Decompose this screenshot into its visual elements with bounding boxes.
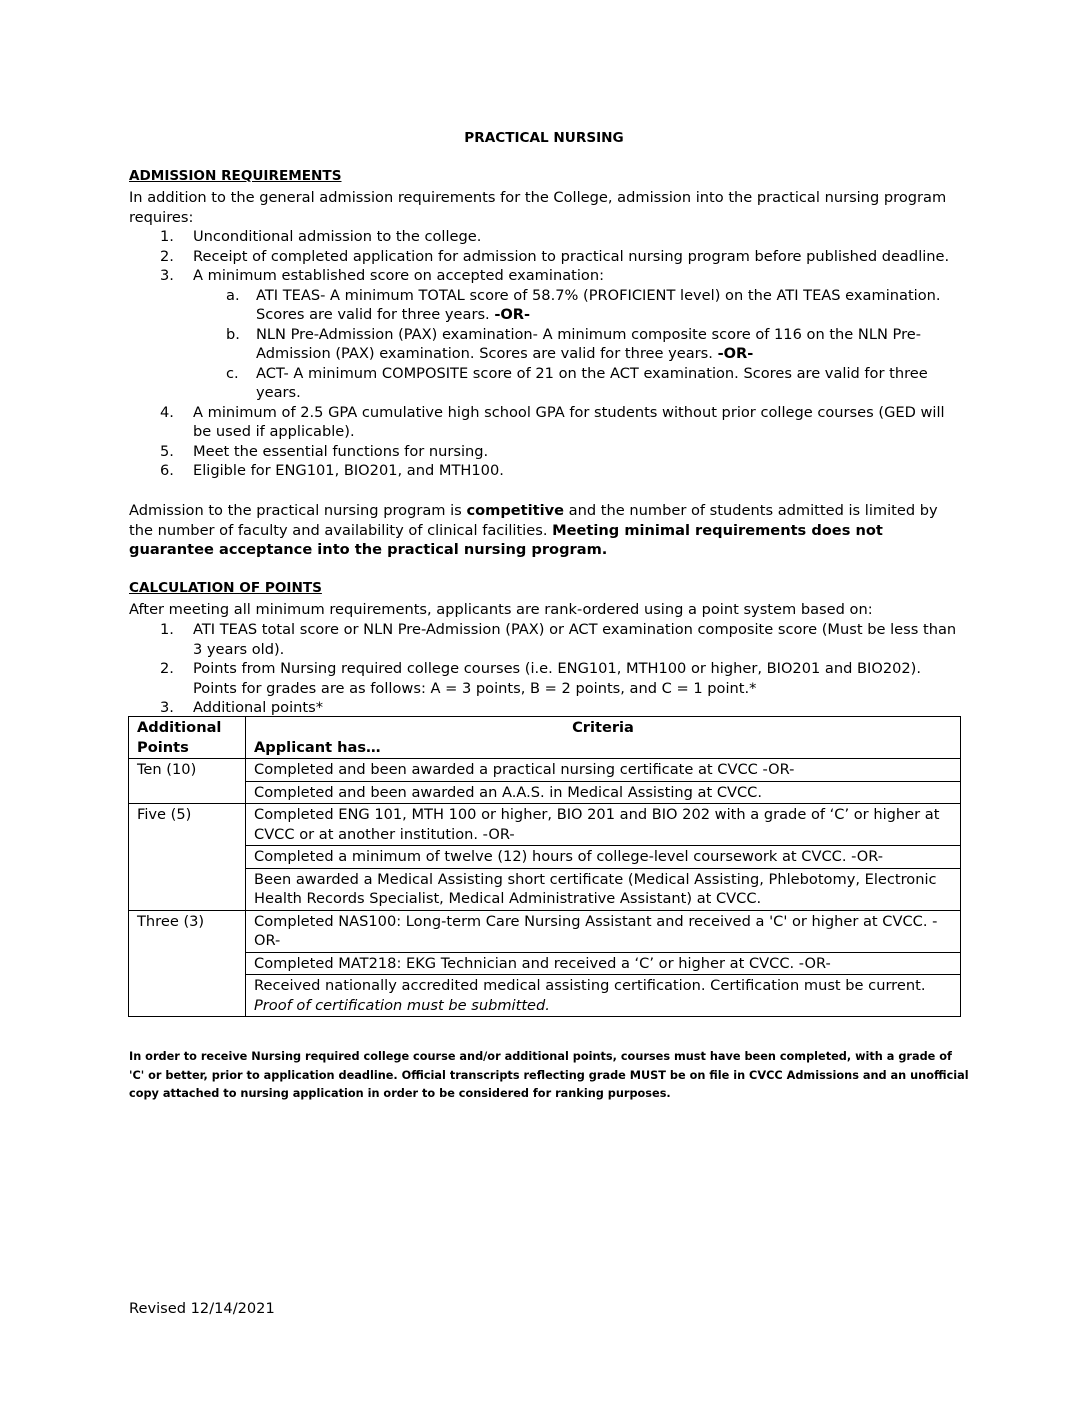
exam-text: ATI TEAS- A minimum TOTAL score of 58.7% (PROFICIENT level) on the ATI TEAS examination. Scores are valid for three years. <box>256 286 941 323</box>
table-header-row <box>129 717 961 759</box>
item-text: Meet the essential functions for nursing. <box>193 442 489 460</box>
header-additional-points: Additional Points <box>129 717 246 759</box>
criteria-cell: Completed and been awarded a practical nursing certificate at CVCC -OR- <box>246 759 961 782</box>
exam-text: NLN Pre-Admission (PAX) examination- A minimum composite score of 116 on the NLN Pre-Admission (PAX) examination. Scores are valid for three years. <box>256 325 921 362</box>
item-letter: c. <box>226 364 239 382</box>
criteria-cell: Completed MAT218: EKG Technician and received a ‘C’ or higher at CVCC. -OR- <box>246 952 961 975</box>
exam-item <box>0 325 960 364</box>
item-number: 3. <box>160 267 174 284</box>
admission-heading: ADMISSION REQUIREMENTS <box>129 168 342 184</box>
item-number: 1. <box>160 621 174 638</box>
item-text: ATI TEAS total score or NLN Pre-Admission (PAX) or ACT examination composite score (Must be less than 3 years old). <box>193 621 957 658</box>
points-label: Five (5) <box>129 804 246 911</box>
table-row <box>129 952 961 975</box>
item-number: 1. <box>160 228 174 245</box>
points-intro: After meeting all minimum requirements, applicants are rank-ordered using a point system based on: <box>129 601 873 618</box>
competitive-bold: Meeting minimal requirements does not guarantee acceptance into the practical nursing program. <box>129 521 883 558</box>
table-row <box>129 910 961 952</box>
table-row <box>129 759 961 782</box>
item-text: A minimum established score on accepted examination: <box>193 267 605 284</box>
or-marker: -OR- <box>717 345 754 362</box>
table-row <box>129 846 961 869</box>
header-criteria-sub: Applicant has… <box>254 738 381 756</box>
list-item <box>0 659 960 698</box>
criteria-cell: Completed ENG 101, MTH 100 or higher, BIO 201 and BIO 202 with a grade of ‘C’ or higher at CVCC or at another institution. -OR- <box>246 804 961 846</box>
header-criteria <box>246 717 961 759</box>
table-row <box>129 868 961 910</box>
competitive-paragraph <box>129 501 959 560</box>
points-list <box>0 620 960 718</box>
item-text: A minimum of 2.5 GPA cumulative high school GPA for students without prior college courses (GED will be used if applicable). <box>193 403 945 440</box>
item-text: Additional points* <box>193 699 324 716</box>
criteria-text: Received nationally accredited medical assisting certification. Certification must be current. <box>254 977 926 994</box>
criteria-cell: Been awarded a Medical Assisting short certificate (Medical Assisting, Phlebotomy, Electronic Health Records Specialist, Medical Administrative Assistant) at CVCC. <box>246 868 961 910</box>
or-marker: -OR- <box>494 306 531 323</box>
item-number: 5. <box>160 442 174 460</box>
points-label: Three (3) <box>129 910 246 1017</box>
competitive-pre: Admission to the practical nursing program is <box>129 502 467 519</box>
list-item <box>0 461 960 481</box>
list-item <box>0 247 960 267</box>
table-row <box>129 804 961 846</box>
list-item <box>0 620 960 659</box>
item-text: Unconditional admission to the college. <box>193 228 482 245</box>
exam-text: ACT- A minimum COMPOSITE score of 21 on the ACT examination. Scores are valid for three years. <box>256 364 928 401</box>
criteria-cell <box>246 975 961 1017</box>
admission-list <box>0 227 960 481</box>
list-item <box>0 698 960 718</box>
exam-list <box>193 286 960 403</box>
criteria-italic: Proof of certification must be submitted. <box>254 996 550 1014</box>
exam-item <box>0 286 960 325</box>
item-number: 6. <box>160 462 174 479</box>
item-number: 3. <box>160 699 174 716</box>
revised-date: Revised 12/14/2021 <box>129 1300 275 1317</box>
points-heading: CALCULATION OF POINTS <box>129 580 322 596</box>
item-text: Points from Nursing required college courses (i.e. ENG101, MTH100 or higher, BIO201 and BIO202). Points for grades are as follows: A = 3 points, B = 2 points, and C = 1 point.* <box>193 660 922 697</box>
item-text: Receipt of completed application for admission to practical nursing program before published deadline. <box>193 247 950 265</box>
item-number: 4. <box>160 403 174 421</box>
item-letter: a. <box>226 286 240 304</box>
criteria-cell: Completed and been awarded an A.A.S. in Medical Assisting at CVCC. <box>246 781 961 804</box>
footnote: In order to receive Nursing required college course and/or additional points, courses must have been completed, with a grade of 'C' or better, prior to application deadline. Official transcripts reflecting grade MUST be on file in CVCC Admissions and an unofficial copy attached to nursing application in order to be considered for ranking purposes. <box>129 1050 969 1100</box>
criteria-cell: Completed a minimum of twelve (12) hours of college-level coursework at CVCC. -OR- <box>246 846 961 869</box>
list-item <box>0 403 960 442</box>
competitive-post: and the number of students admitted is limited by the number of faculty and availability of clinical facilities. <box>129 502 938 539</box>
list-item <box>0 266 960 403</box>
exam-item <box>0 364 960 403</box>
table-row <box>129 975 961 1017</box>
additional-points-table <box>128 716 961 1017</box>
item-text: Eligible for ENG101, BIO201, and MTH100. <box>193 462 504 479</box>
list-item <box>0 227 960 247</box>
table-row <box>129 781 961 804</box>
list-item <box>0 442 960 462</box>
criteria-cell: Completed NAS100: Long-term Care Nursing Assistant and received a 'C' or higher at CVCC. -OR- <box>246 910 961 952</box>
item-number: 2. <box>160 660 174 677</box>
competitive-word: competitive <box>466 502 565 519</box>
admission-intro: In addition to the general admission requirements for the College, admission into the practical nursing program requires: <box>129 189 947 226</box>
header-criteria-title: Criteria <box>572 719 634 736</box>
item-number: 2. <box>160 247 174 265</box>
points-label: Ten (10) <box>129 759 246 804</box>
item-letter: b. <box>226 325 240 343</box>
page-title: PRACTICAL NURSING <box>464 130 624 146</box>
